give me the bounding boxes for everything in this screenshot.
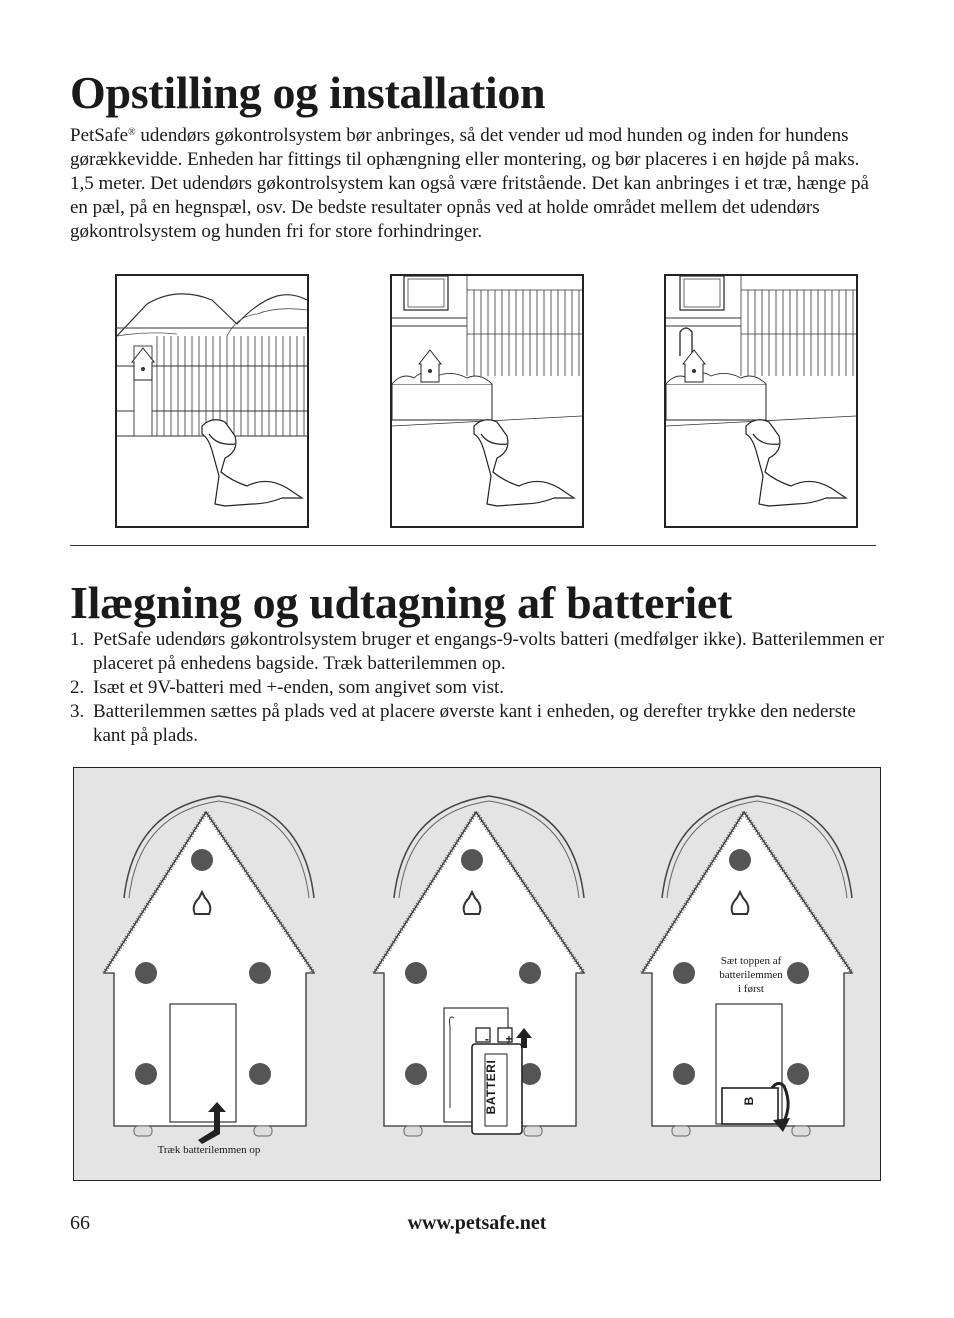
battery-label-partial: B: [742, 1096, 756, 1106]
house-pull-cover: [94, 768, 344, 1180]
brand-name: PetSafe: [70, 125, 129, 146]
page-number: 66: [70, 1212, 90, 1234]
battery-plus-label: +: [505, 1032, 513, 1046]
section-title-battery: Ilægning og udtagning af batteriet: [70, 577, 732, 628]
battery-label: BATTERI: [484, 1059, 498, 1115]
list-item: 1. PetSafe udendørs gøkontrolsystem bruger et engangs-9-volts batteri (medfølger ikke). Batterilemmen er placeret på enhedens bagside. Træk batterilemmen op.: [70, 629, 884, 674]
footer-url: www.petsafe.net: [407, 1212, 547, 1234]
caption-pull-cover: Træk batterilemmen op: [157, 1144, 261, 1156]
illustration-pole-mount: [664, 274, 858, 528]
list-item: 3. Batterilemmen sættes på plads ved at placere øverste kant i enheden, og derefter trykke den nederste kant på plads.: [70, 701, 856, 746]
battery-minus-label: -: [485, 1032, 489, 1046]
setup-paragraph: [70, 121, 885, 244]
illustration-fence-mount: [115, 274, 309, 528]
section-title-setup: Opstilling og installation: [70, 67, 546, 118]
trademark-symbol: ®: [128, 127, 136, 138]
setup-text: udendørs gøkontrolsystem bør anbringes, så det vender ud mod hunden og inden for hundens gørækkevidde. Enheden har fittings til ophængning eller montering, og bør placeres i en højde på maks. 1,5 meter. Det udendørs gøkontrolsystem kan også være fritstående. Det kan anbringes i et træ, hænge på en pæl, på en hegnspæl, osv. De bedste resultater opnås ved at holde området mellem det udendørs gøkontrolsystem og hunden fri for store forhindringer.: [70, 125, 869, 242]
battery-diagram: [73, 767, 881, 1181]
list-item: 2. Isæt et 9V-batteri med +-enden, som angivet som vist.: [70, 677, 505, 698]
caption-insert-top: Sæt toppen af batterilemmen i først: [719, 955, 783, 995]
battery-steps-list: [70, 628, 885, 748]
illustration-wall-mount: [390, 274, 584, 528]
section-divider: [70, 545, 876, 546]
